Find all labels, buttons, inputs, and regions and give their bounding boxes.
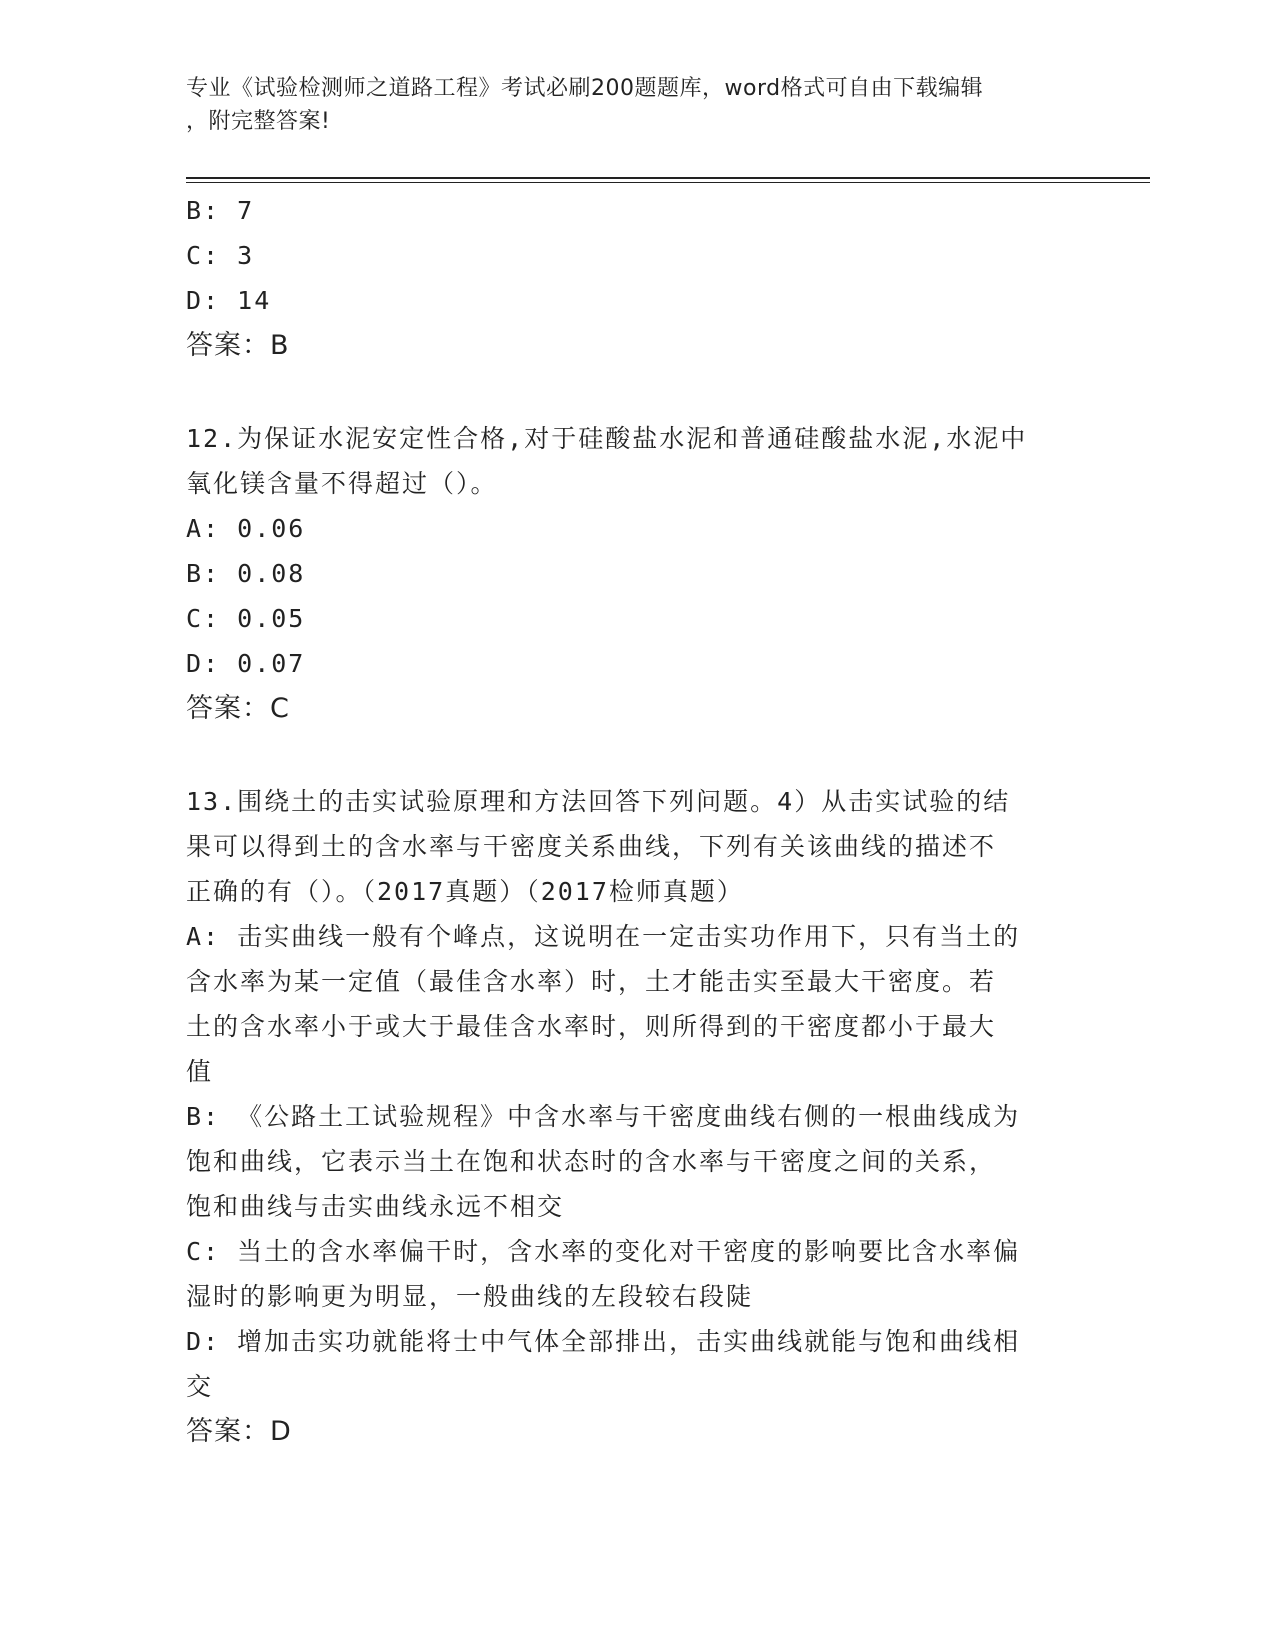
question-12 (186, 416, 1086, 731)
answer-label: 答案：D (186, 1416, 292, 1447)
option-c: C: 0.05 (186, 604, 306, 633)
question-spacer (186, 731, 1086, 779)
header-title-line-2: ，附完整答案! (186, 109, 331, 134)
option-a-line: 含水率为某一定值（最佳含水率）时，土才能击实至最大干密度。若 (186, 967, 997, 996)
option-d: D: 0.07 (186, 649, 306, 678)
option-a: A: 0.06 (186, 514, 306, 543)
header-rule-thin (186, 182, 1150, 183)
option-b-line: 饱和曲线与击实曲线永远不相交 (186, 1192, 565, 1221)
question-stem-line: 果可以得到土的含水率与干密度关系曲线，下列有关该曲线的描述不 (186, 832, 997, 861)
question-stem-line: 氧化镁含量不得超过（）。 (186, 469, 498, 498)
option-c-line: C: 当土的含水率偏干时，含水率的变化对干密度的影响要比含水率偏 (186, 1237, 1021, 1266)
option-c: C: 3 (186, 241, 255, 270)
option-d-line: 交 (186, 1372, 214, 1401)
header-rule-thick (186, 177, 1150, 179)
option-d: D: 14 (186, 286, 272, 315)
option-b: B: 7 (186, 196, 255, 225)
option-a-line: 值 (186, 1057, 214, 1086)
option-a-line: A: 击实曲线一般有个峰点，这说明在一定击实功作用下，只有当土的 (186, 922, 1021, 951)
question-stem-line: 13.围绕土的击实试验原理和方法回答下列问题。4）从击实试验的结 (186, 787, 1011, 816)
question-spacer (186, 368, 1086, 416)
document-body (186, 188, 1086, 1454)
question-13 (186, 779, 1086, 1454)
option-b: B: 0.08 (186, 559, 306, 588)
option-d-line: D: 增加击实功就能将士中气体全部排出，击实曲线就能与饱和曲线相 (186, 1327, 1021, 1356)
option-c-line: 湿时的影响更为明显，一般曲线的左段较右段陡 (186, 1282, 754, 1311)
question-11-tail (186, 188, 1086, 368)
answer-label: 答案：C (186, 693, 290, 724)
option-b-line: B: 《公路土工试验规程》中含水率与干密度曲线右侧的一根曲线成为 (186, 1102, 1021, 1131)
answer-label: 答案：B (186, 330, 290, 361)
option-a-line: 土的含水率小于或大于最佳含水率时，则所得到的干密度都小于最大 (186, 1012, 997, 1041)
header-title-line-1: 专业《试验检测师之道路工程》考试必刷200题题库，word格式可自由下载编辑 (186, 76, 984, 101)
option-b-line: 饱和曲线，它表示当土在饱和状态时的含水率与干密度之间的关系， (186, 1147, 997, 1176)
document-header (186, 72, 1066, 138)
question-stem-line: 12.为保证水泥安定性合格,对于硅酸盐水泥和普通硅酸盐水泥,水泥中 (186, 424, 1028, 453)
question-stem-line: 正确的有（）。（2017真题）（2017检师真题） (186, 877, 744, 906)
